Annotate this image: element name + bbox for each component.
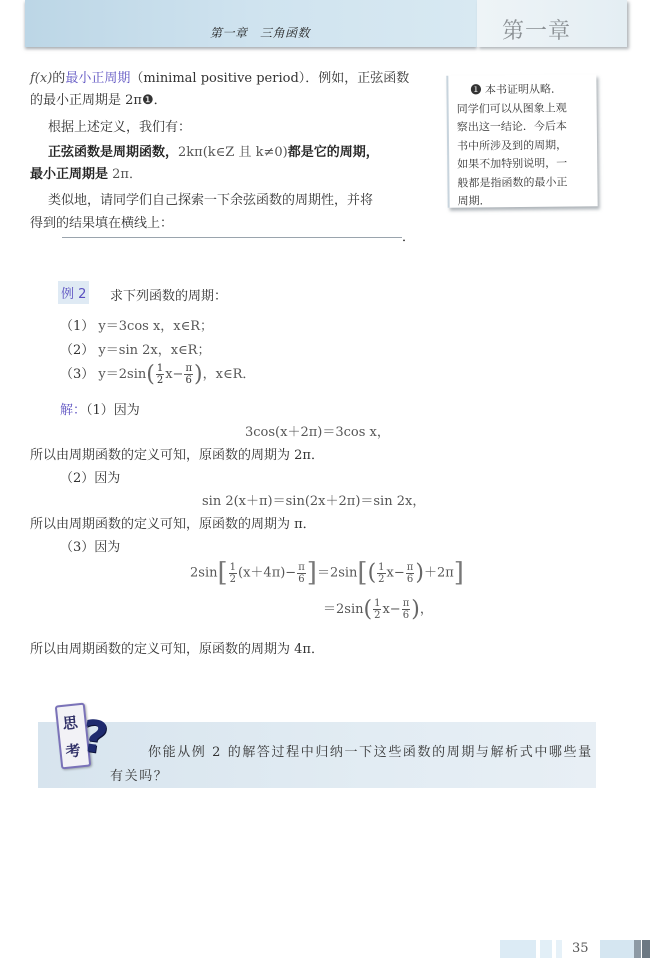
- solution-equation-2: sin 2(x＋π)＝sin(2x＋2π)＝sin 2x，: [202, 494, 426, 509]
- fx-expr: f(x): [30, 71, 53, 86]
- paren-left: (: [146, 362, 155, 387]
- bold-text: 都是它的周期，: [287, 145, 379, 160]
- math-expr: (x＋4π)−: [238, 565, 297, 581]
- bracket-right: ]: [453, 558, 464, 588]
- numerator: 1: [229, 561, 237, 573]
- think-question-line-2: 有关吗？: [110, 769, 169, 784]
- math-expr: ＝2sin: [316, 565, 358, 581]
- footnote-line: 如果不加特别说明，一: [457, 156, 568, 171]
- item-number: （1）: [60, 319, 95, 334]
- key-term: 最小正周期: [65, 71, 131, 86]
- example-prompt: 求下列函数的周期：: [110, 289, 228, 304]
- text: （minimal positive period）．例如，正弦函数: [130, 71, 410, 86]
- paren-right: ): [415, 560, 424, 586]
- paren-left: (: [367, 560, 377, 586]
- footer-decor: [634, 940, 641, 958]
- numerator: π: [406, 561, 414, 573]
- footnote-text: 本书证明从略．: [481, 82, 563, 97]
- think-char-2: 考: [64, 741, 82, 761]
- denominator: 6: [402, 610, 410, 621]
- paragraph-2: 根据上述定义，我们有：: [48, 120, 192, 135]
- numerator: π: [185, 363, 193, 374]
- solution-equation-3a: [190, 558, 464, 588]
- math-expr: x−: [382, 602, 401, 617]
- math-expr: y＝2sin: [98, 367, 147, 382]
- solution-conclusion-1: 所以由周期函数的定义可知，原函数的周期为 2π．: [30, 448, 324, 463]
- example-item-1: [60, 315, 213, 334]
- fraction: [402, 598, 411, 621]
- denominator: 2: [156, 375, 164, 386]
- solution-intro-3: （3）因为: [60, 540, 121, 555]
- fraction: [406, 562, 415, 585]
- bracket-left: [: [357, 558, 368, 588]
- paragraph-4-line-1: 类似地，请同学们自己探索一下余弦函数的周期性，并将: [48, 193, 374, 208]
- paragraph-4-line-2: 得到的结果填在横线上：: [30, 216, 174, 231]
- solution-equation-1: 3cos(x＋2π)＝3cos x，: [245, 425, 390, 440]
- math-expr: 2sin: [190, 565, 218, 581]
- think-char-1: 思: [61, 713, 79, 733]
- fill-in-blank[interactable]: [62, 237, 402, 238]
- footnote-line: 周期．: [457, 194, 491, 208]
- footnote-line: [456, 80, 590, 100]
- fraction: [373, 598, 381, 621]
- item-number: （2）: [60, 343, 95, 358]
- numerator: π: [402, 598, 410, 609]
- numerator: π: [298, 561, 305, 573]
- footnote-box: [446, 74, 597, 208]
- paren-right: ): [194, 362, 203, 387]
- math-expr: x−: [165, 367, 184, 382]
- definition-line-2: 的最小正周期是 2π❶．: [30, 93, 167, 108]
- math-expr: ＋2π: [423, 565, 454, 581]
- numerator: 1: [156, 363, 164, 374]
- solution-conclusion-3: 所以由周期函数的定义可知，原函数的周期为 4π．: [30, 642, 324, 657]
- paren-left: (: [363, 597, 373, 622]
- denominator: 2: [374, 610, 381, 621]
- item-number: （3）: [60, 367, 95, 382]
- denominator: 2: [229, 573, 237, 585]
- running-title: 第一章 三角函数: [210, 26, 311, 40]
- theorem-line-2: [30, 163, 142, 182]
- bracket-left: [: [217, 558, 228, 588]
- theorem-line-1: [48, 141, 379, 160]
- question-mark-icon: ?: [78, 710, 111, 765]
- solution-intro-1: [60, 399, 140, 418]
- math-expr: 2kπ(k∈Z 且 k≠0): [178, 145, 288, 160]
- footer-decor: [556, 940, 562, 958]
- footnote-line: 同学们可以从图象上观: [456, 101, 567, 116]
- solution-label: 解：: [60, 403, 87, 418]
- blank-period: ．: [402, 230, 416, 245]
- fraction: [229, 562, 237, 585]
- math-expr: ，x∈R．: [202, 367, 256, 382]
- math-expr: 2π．: [108, 167, 142, 182]
- header-band: [25, 0, 477, 47]
- think-question-line-1: 你能从例 2 的解答过程中归纳一下这些函数的周期与解析式中哪些量: [148, 745, 593, 760]
- numerator: 1: [378, 561, 385, 573]
- footer-decor: [600, 940, 634, 958]
- numerator: 1: [374, 598, 381, 609]
- math-expr: ＝2sin: [323, 602, 364, 617]
- definition-line-1: [30, 67, 409, 86]
- footer-decor: [540, 940, 552, 958]
- denominator: 6: [298, 573, 305, 585]
- page-number: 35: [572, 941, 589, 956]
- example-item-2: [60, 339, 210, 358]
- footnote-marker: ❶: [470, 83, 482, 97]
- text: 的: [52, 71, 66, 86]
- math-expr: y＝sin 2x，x∈R；: [98, 343, 211, 358]
- fraction: [377, 562, 385, 585]
- fraction: [156, 363, 164, 386]
- denominator: 2: [378, 573, 385, 585]
- fraction: [297, 562, 306, 585]
- footer-decor: [500, 940, 536, 958]
- text: （1）因为: [86, 403, 140, 418]
- paren-right: ): [411, 597, 420, 622]
- denominator: 6: [185, 375, 192, 386]
- bold-text: 最小正周期是: [30, 167, 109, 182]
- footnote-line: 般都是指函数的最小正: [457, 175, 568, 190]
- footnote-line: 察出这一结论．今后本: [456, 119, 567, 134]
- footer-decor: [642, 940, 650, 958]
- math-expr: y＝3cos x，x∈R；: [98, 319, 214, 334]
- math-expr: ，: [419, 602, 433, 617]
- footnote-line: 书中所涉及到的周期，: [456, 138, 568, 153]
- math-expr: x−: [386, 565, 405, 581]
- solution-conclusion-2: 所以由周期函数的定义可知，原函数的周期为 π．: [30, 517, 316, 532]
- example-item-3: [60, 362, 255, 387]
- denominator: 6: [406, 573, 414, 585]
- bold-text: 正弦函数是周期函数，: [48, 145, 179, 160]
- example-label: 例 2: [58, 281, 89, 304]
- solution-intro-2: （2）因为: [60, 471, 121, 486]
- fraction: [184, 363, 193, 386]
- bracket-right: ]: [306, 558, 317, 588]
- chapter-tab: [477, 0, 627, 47]
- solution-equation-3b: [323, 597, 433, 622]
- chapter-tab-label: 第一章: [502, 19, 572, 44]
